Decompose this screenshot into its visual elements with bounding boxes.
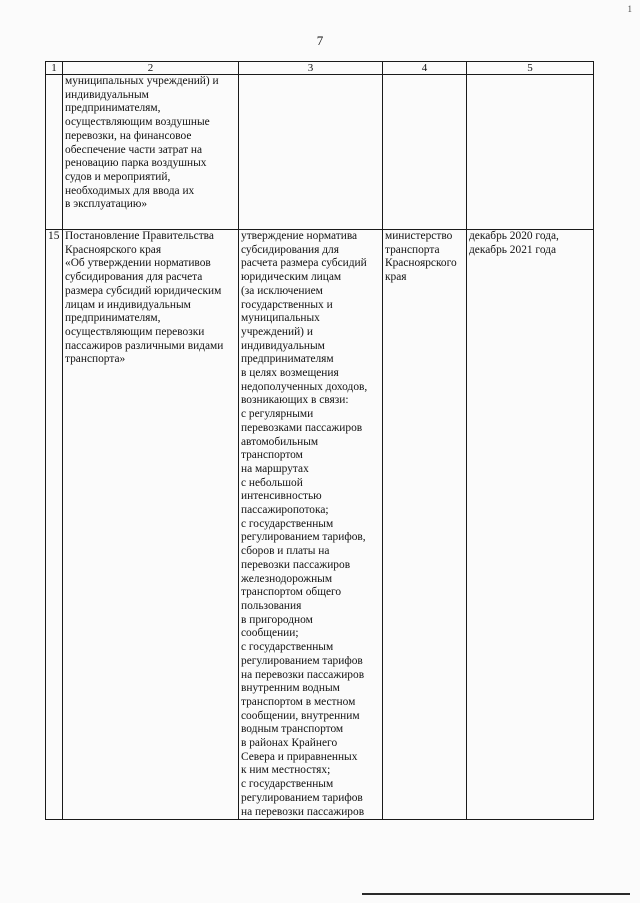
cell-text-line: муниципальных учреждений) и (65, 75, 219, 87)
cell-text-line: с небольшой (241, 476, 303, 489)
cell-text-line: Красноярского (385, 257, 457, 270)
cell-text-line: реновацию парка воздушных (65, 157, 207, 170)
cell-text-line: на маршрутах (241, 462, 309, 475)
cell-text-line: транспортом в местном (241, 695, 356, 708)
cell-text-line: юридическим лицам (241, 271, 342, 284)
cell-text-line: недополученных доходов, (241, 380, 368, 393)
column-header-3: 3 (239, 62, 383, 75)
cell-text-line: возникающих в связи: (241, 394, 349, 407)
cell-text-line: пассажиров различными видами (65, 339, 224, 352)
cell-text-line: транспорта» (65, 353, 126, 366)
cell-text-line: с государственным (241, 517, 334, 530)
cell-text-line: транспорта (385, 243, 440, 256)
cell-text-line: пассажиропотока; (241, 504, 329, 517)
table-row (46, 230, 594, 820)
cell-text-line: муниципальных (241, 312, 320, 325)
cell-text-line: регулированием тарифов, (241, 531, 366, 544)
cell-text-line: на перевозки пассажиров (241, 668, 365, 681)
cell-text-line: пользования (241, 599, 302, 612)
row-number-cell: 15 (46, 230, 63, 820)
cell-text-line: внутренним водным (241, 682, 340, 695)
cell-text-line: осуществляющим воздушные (65, 116, 210, 129)
cell-text-line: в целях возмещения (241, 367, 339, 380)
cell-text-line: перевозками пассажиров (241, 421, 363, 434)
cell-text-line: «Об утверждении нормативов (65, 257, 211, 270)
cell-text-line: автомобильным (241, 435, 319, 448)
cell-text-line: государственных и (241, 298, 333, 311)
cell-text-line: индивидуальным (65, 88, 149, 101)
cell-text-line: учреждений) и (241, 325, 313, 338)
cell-text-line: в районах Крайнего (241, 737, 338, 750)
cell-text-line: субсидирования для (241, 243, 339, 256)
cell-text-line: к ним местностях; (241, 764, 331, 777)
bottom-rule (362, 893, 630, 895)
cell-text-line: предпринимателям, (65, 312, 161, 325)
cell-text-line: (за исключением (241, 284, 323, 297)
cell-text-line: судов и мероприятий, (65, 170, 171, 183)
deadline-cell (467, 75, 594, 230)
cell-text-line: на перевозки пассажиров (241, 805, 365, 818)
cell-text-line: размера субсидий юридическим (65, 284, 222, 297)
cell-text-line: с регулярными (241, 408, 314, 421)
cell-text-line: предпринимателям, (65, 102, 161, 115)
table-header-row (46, 62, 594, 75)
cell-text-line: обеспечение части затрат на (65, 143, 203, 156)
cell-text-line: водным транспортом (241, 723, 344, 736)
cell-text-line: сообщении; (241, 627, 299, 640)
cell-text-line: края (385, 271, 407, 284)
deadline-cell (467, 230, 594, 820)
cell-text-line: индивидуальным (241, 339, 325, 352)
document-name-cell (63, 230, 239, 820)
page-number: 7 (316, 33, 324, 48)
cell-text-line: с государственным (241, 778, 334, 791)
cell-text-line: транспортом (241, 449, 303, 462)
column-header-5: 5 (467, 62, 594, 75)
cell-text-line: министерство (385, 230, 453, 242)
plan-table (45, 61, 594, 820)
cell-text-line: регулированием тарифов (241, 654, 363, 667)
cell-text-line: декабрь 2021 года (469, 243, 557, 256)
cell-text-line: Постановление Правительства (65, 230, 214, 242)
cell-text-line: декабрь 2020 года, (469, 230, 559, 242)
cell-text-line: перевозки, на финансовое (65, 129, 192, 142)
purpose-cell (239, 230, 383, 820)
cell-text-line: сообщении, внутренним (241, 709, 360, 722)
cell-text-line: расчета размера субсидий (241, 257, 367, 270)
cell-text-line: утверждение норматива (241, 230, 358, 242)
cell-text-line: Севера и приравненных (241, 750, 358, 763)
purpose-cell (239, 75, 383, 230)
table-row (46, 75, 594, 230)
cell-text-line: необходимых для ввода их (65, 184, 195, 197)
document-name-cell (63, 75, 239, 230)
column-header-2: 2 (63, 62, 239, 75)
row-number-cell (46, 75, 63, 230)
cell-text-line: осуществляющим перевозки (65, 325, 205, 338)
cell-text-line: сборов и платы на (241, 545, 330, 558)
cell-text-line: железнодорожным (241, 572, 333, 585)
page-corner-mark: 1 (627, 4, 632, 14)
responsible-cell (383, 230, 467, 820)
cell-text-line: транспортом общего (241, 586, 342, 599)
cell-text-line: с государственным (241, 641, 334, 654)
cell-text-line: перевозки пассажиров (241, 558, 351, 571)
column-header-4: 4 (383, 62, 467, 75)
responsible-cell (383, 75, 467, 230)
cell-text-line: субсидирования для расчета (65, 271, 203, 284)
cell-text-line: Красноярского края (65, 243, 162, 256)
cell-text-line: в пригородном (241, 613, 313, 626)
cell-text-line: интенсивностью (241, 490, 322, 503)
cell-text-line: регулированием тарифов (241, 791, 363, 804)
column-header-1: 1 (46, 62, 63, 75)
cell-text-line: в эксплуатацию» (65, 198, 148, 211)
cell-text-line: предпринимателям (241, 353, 334, 366)
cell-text-line: лицам и индивидуальным (65, 298, 191, 311)
